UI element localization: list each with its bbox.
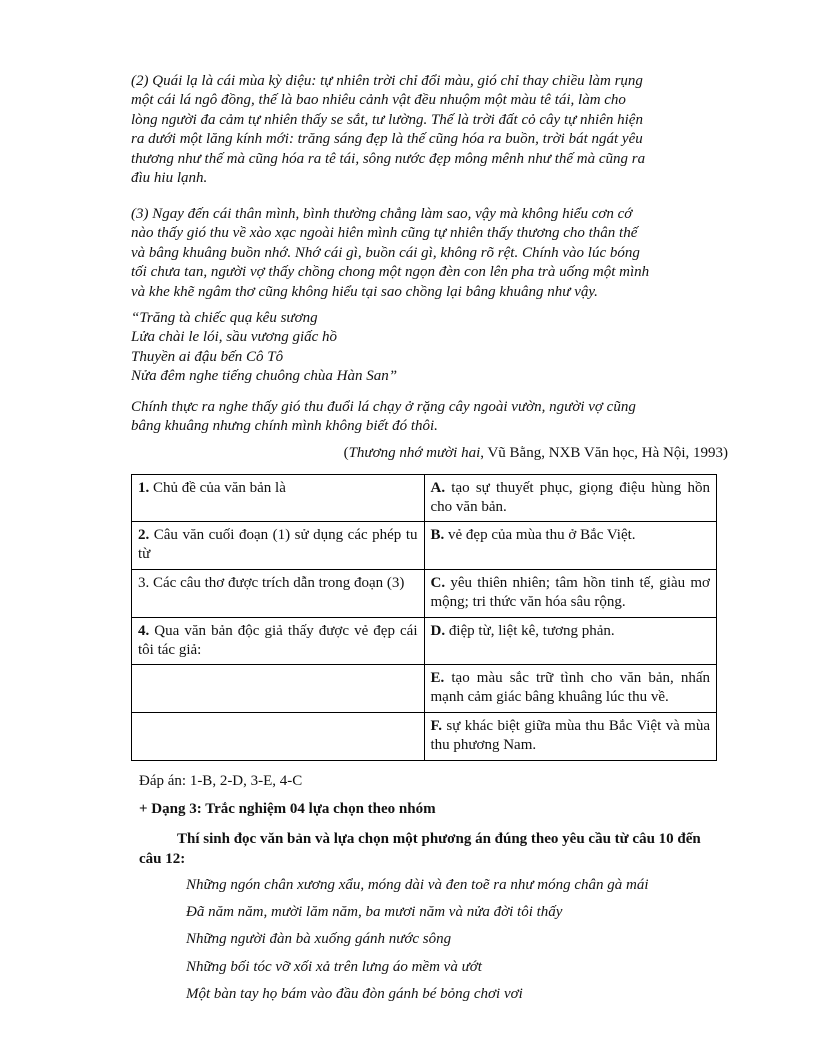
item-text: 3. Các câu thơ được trích dẫn trong đoạn (3) (138, 575, 405, 591)
option-letter: F. (430, 718, 443, 734)
table-row (132, 570, 717, 618)
item-number: 4. (138, 623, 150, 639)
left-cell (132, 665, 425, 713)
para4-line: bâng khuâng nhưng chính mình không biết đó thôi. (131, 418, 438, 435)
para2-line: lòng người đa cảm tự nhiên thấy se sắt, tư lường. Thế là trời đất cỏ cây tự nhiên hiện (131, 111, 643, 128)
right-cell (424, 522, 717, 570)
item-text: Qua văn bản độc giả thấy được vẻ đẹp cái tôi tác giả: (138, 623, 418, 658)
source-open: ( (343, 445, 349, 461)
para2-line: (2) Quái lạ là cái mùa kỳ diệu: tự nhiên trời chỉ đổi màu, gió chỉ thay chiều làm rụng (131, 73, 643, 89)
right-cell (424, 570, 717, 618)
table-row (132, 713, 717, 761)
paragraph-3 (131, 205, 728, 302)
poem2-line: Đã năm năm, mười lăm năm, ba mươi năm và nửa đời tôi thấy (186, 904, 563, 920)
para2-line: đìu hiu lạnh. (131, 170, 208, 187)
poem2-line: Một bàn tay họ bám vào đầu đòn gánh bé bỏng chơi vơi (186, 986, 523, 1002)
left-cell (132, 522, 425, 570)
item-text: Chủ đề của văn bản là (149, 480, 286, 496)
option-text: sự khác biệt giữa mùa thu Bắc Việt và mùa thu phương Nam. (430, 718, 710, 753)
poem-line: Lửa chài le lói, sầu vương giấc hồ (131, 329, 338, 346)
para3-line: (3) Ngay đến cái thân mình, bình thường chẳng làm sao, vậy mà không hiểu cơn cớ (131, 206, 633, 222)
source-rest: , Vũ Bằng, NXB Văn học, Hà Nội, 1993) (480, 445, 728, 461)
option-text: tạo sự thuyết phục, giọng điệu hùng hồn cho văn bản. (430, 480, 710, 515)
table-row (132, 475, 717, 522)
para3-line: nào thấy gió thu về xào xạc ngoài hiên mình cũng tự nhiên thấy thương cho thân thế (131, 225, 638, 242)
para3-line: và bâng khuâng buồn nhớ. Nhớ cái gì, buồn cái gì, không rõ rệt. Chính vào lúc bóng (131, 244, 640, 261)
option-letter: D. (430, 623, 446, 639)
instruction-content: Thí sinh đọc văn bản và lựa chọn một phương án đúng theo yêu cầu từ câu 10 đến câu 12: (139, 831, 701, 867)
right-cell (424, 713, 717, 761)
option-text: tạo màu sắc trữ tình cho văn bản, nhấn mạnh cảm giác bâng khuâng lúc thu về. (430, 670, 710, 705)
right-cell (424, 665, 717, 713)
para3-line: tối chưa tan, người vợ thấy chồng chong một ngọn đèn con lên pha trà uống một mình (131, 264, 650, 281)
para2-line: thương như thế mà cũng hóa ra tê tái, sông nước đẹp mông mênh như thế mà cũng ra (131, 150, 646, 167)
para3-line: và khe khẽ ngâm thơ cũng không hiểu tại sao chồng lại bâng khuâng như vậy. (131, 283, 598, 300)
poem2-line: Những người đàn bà xuống gánh nước sông (186, 931, 452, 947)
option-text: vẻ đẹp của mùa thu ở Bắc Việt. (444, 527, 636, 543)
paragraph-2 (131, 72, 728, 188)
option-letter: B. (430, 527, 445, 543)
answer-key: Đáp án: 1-B, 2-D, 3-E, 4-C (139, 773, 303, 789)
poem2-line: Những ngón chân xương xẩu, móng dài và đen toẽ ra như móng chân gà mái (186, 877, 649, 893)
table-row (132, 665, 717, 713)
poem-line: “Trăng tà chiếc quạ kêu sương (131, 310, 318, 326)
source-title: Thương nhớ mười hai (348, 445, 481, 461)
poem2-line: Những bối tóc vỡ xối xả trên lưng áo mềm và ướt (186, 959, 482, 975)
left-cell (132, 618, 425, 665)
right-cell (424, 618, 717, 665)
para2-line: một cái lá ngô đồng, thế là bao nhiêu cảnh vật đều nhuộm một màu tê tái, làm cho (131, 92, 626, 109)
para2-line: ra dưới một lăng kính mới: trăng sáng đẹp là thế cũng hóa ra buồn, trời bát ngát yêu (131, 131, 643, 148)
para4-line: Chính thực ra nghe thấy gió thu đuổi lá chạy ở rặng cây ngoài vườn, người vợ cũng (131, 399, 636, 415)
option-text: yêu thiên nhiên; tâm hồn tinh tế, giàu mơ mộng; tri thức văn hóa sâu rộng. (430, 575, 710, 610)
item-text: Câu văn cuối đoạn (1) sử dụng các phép tu từ (138, 527, 418, 562)
quoted-poem (131, 309, 728, 387)
option-letter: A. (430, 480, 446, 496)
option-letter: E. (430, 670, 445, 686)
option-letter: C. (430, 575, 446, 591)
left-cell (132, 475, 425, 522)
instruction-text (139, 829, 727, 869)
table-row (132, 618, 717, 665)
option-text: điệp từ, liệt kê, tương phản. (445, 623, 615, 639)
paragraph-4 (131, 398, 728, 437)
item-number: 1. (138, 480, 150, 496)
matching-table (131, 474, 717, 761)
poem-line: Nửa đêm nghe tiếng chuông chùa Hàn San” (131, 368, 398, 385)
source-citation (131, 445, 728, 462)
table-row (132, 522, 717, 570)
left-cell (132, 713, 425, 761)
left-cell (132, 570, 425, 618)
section-heading: + Dạng 3: Trắc nghiệm 04 lựa chọn theo nhóm (139, 801, 436, 817)
item-number: 2. (138, 527, 150, 543)
right-cell (424, 475, 717, 522)
poem-line: Thuyền ai đậu bến Cô Tô (131, 348, 284, 365)
